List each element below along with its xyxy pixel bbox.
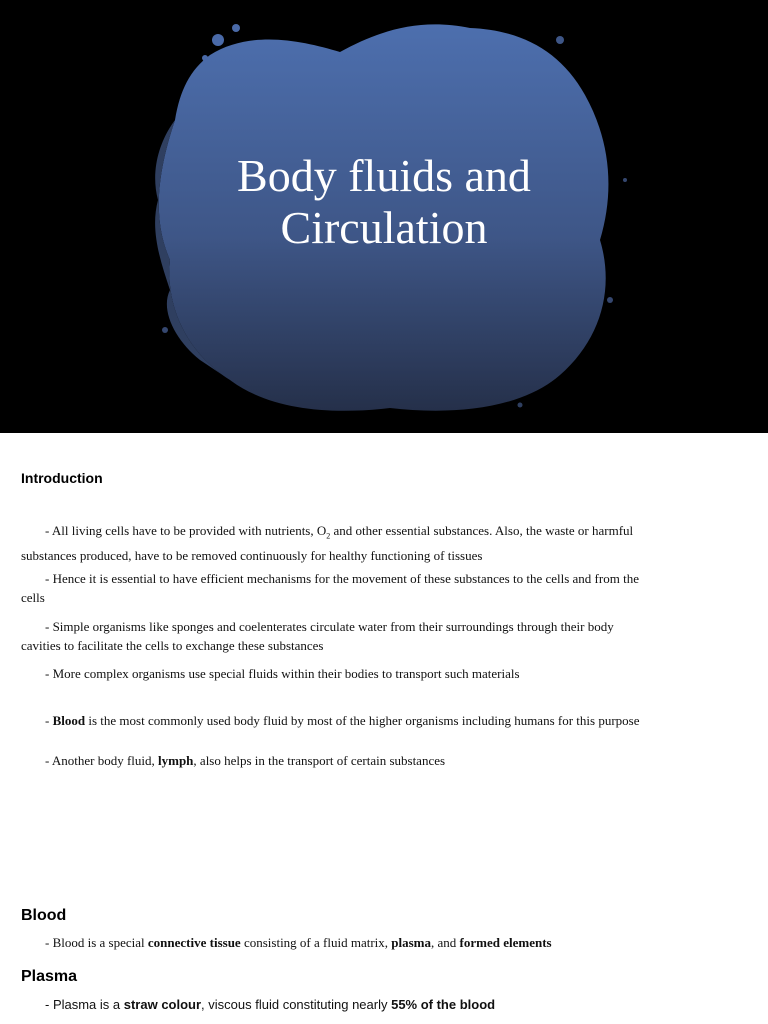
intro-paragraph-2: - Hence it is essential to have efficient mechanisms for the movement of these substances to the cells and from the cells — [21, 571, 639, 605]
section-heading-introduction: Introduction — [21, 470, 103, 486]
section-heading-plasma: Plasma — [21, 968, 78, 985]
title-slide — [0, 0, 768, 433]
section-heading-blood: Blood — [21, 907, 67, 924]
intro-paragraph-6: - Another body fluid, lymph, also helps in the transport of certain substances — [45, 753, 446, 768]
intro-paragraph-1: - All living cells have to be provided with nutrients, $O_2$ and other essential substances. Also, the waste or harmful substances produced, have to be removed continuously for healthy functioning of tissues — [21, 523, 634, 563]
intro-paragraph-4: - More complex organisms use special fluids within their bodies to transport such materials — [45, 666, 520, 681]
intro-paragraph-3: - Simple organisms like sponges and coelenterates circulate water from their surroundings through their body cavities to facilitate the cells to exchange these substances — [21, 619, 614, 653]
notes-page — [0, 433, 768, 1024]
intro-paragraph-5: - Blood is the most commonly used body fluid by most of the higher organisms including humans for this purpose — [45, 713, 640, 728]
blood-paragraph: - Blood is a special connective tissue consisting of a fluid matrix, plasma, and formed elements — [45, 935, 552, 950]
plasma-paragraph: - Plasma is a straw colour, viscous fluid constituting nearly 55% of the blood — [45, 997, 496, 1012]
slide-title — [0, 150, 768, 254]
title-line-2: Circulation — [280, 202, 488, 253]
title-line-1: Body fluids and — [237, 150, 531, 201]
